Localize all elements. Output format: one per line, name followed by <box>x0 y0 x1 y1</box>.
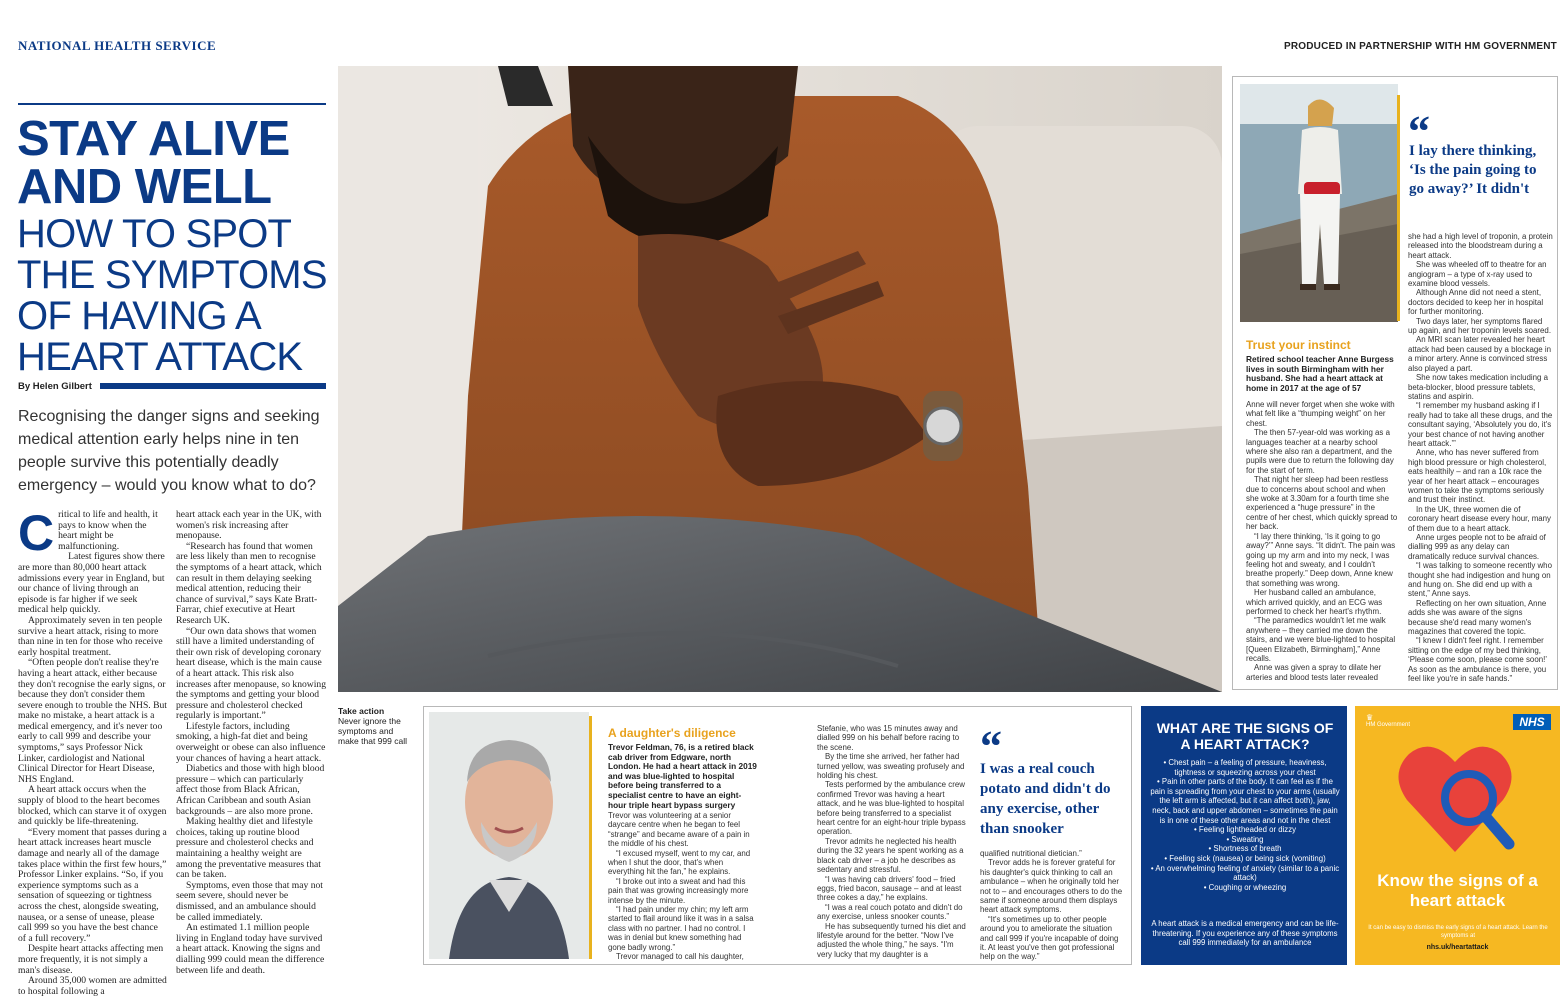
list-item: • Feeling sick (nausea) or being sick (vomiting) <box>1164 853 1326 863</box>
trevor-intro: Trevor Feldman, 76, is a retired black cab driver from Edgware, north London. He had a heart attack in 2019 and was blue-lighted to hospital before being transferred to a specialist centre to have an eight-hour triple heart bypass surgery <box>608 742 757 810</box>
article-column-2 <box>176 509 326 976</box>
hero-photo <box>338 66 1222 692</box>
paragraph: ritical to life and health, it pays to know when the heart might be malfunctioning. <box>58 509 158 552</box>
advert-copy: It can be easy to dismiss the early signs of a heart attack. Learn the symptoms at <box>1368 925 1548 939</box>
list-item: • An overwhelming feeling of anxiety (similar to a panic attack) <box>1150 863 1340 883</box>
paragraph: Anne will never forget when she woke with what felt like a “thumping weight” on her chest. <box>1246 400 1395 428</box>
paragraph: she had a high level of troponin, a protein released into the bloodstream during a heart attack. <box>1408 232 1553 260</box>
paragraph: Diabetics and those with high blood pressure – which can particularly affect those from Black African, African Caribbean and south Asian backgrounds – are also more prone. <box>176 763 325 817</box>
man-clutching-chest-illustration <box>338 66 1222 692</box>
paragraph: That night her sleep had been restless due to concerns about school and when she woke at 3.30am for a fourth time she experienced a “huge pressure” in the centre of her chest, which quickly spread to her back. <box>1246 475 1398 532</box>
drop-cap: C <box>18 505 55 561</box>
paragraph: “Often people don't realise they're having a heart attack, either because they don't recognise the early signs, or because they don't consider them severe enough to trouble the NHS. But make no mistake, a heart attack is a medical emergency, and it's never too early to call 999 and describe your symptoms,” says Professor Nick Linker, cardiologist and National Clinical Director for Heart Disease, NHS England. <box>18 657 167 785</box>
paragraph: “I was a real couch potato and didn't do any exercise, unless snooker counts.” <box>817 902 963 922</box>
hm-government-logo <box>1366 714 1410 729</box>
anne-column-1 <box>1246 400 1398 683</box>
paragraph: “Research has found that women are less likely than men to recognise the symptoms of a heart attack, which can result in them delaying seeking medical attention, reducing their chance of survival,” says Kate Bratt-Farrar, chief executive at Heart Research UK. <box>176 540 322 626</box>
paragraph: Tests performed by the ambulance crew confirmed Trevor was having a heart attack, and he was blue-lighted to hospital before being transferred to a specialist heart centre for an eight-hour triple bypass operation. <box>817 780 966 837</box>
paragraph: “The paramedics wouldn't let me walk anywhere – they carried me down the stairs, and we were blue-lighted to hospital [Queen Elizabeth, Birmingham],” Anne recalls. <box>1246 616 1396 663</box>
list-item: • Sweating <box>1226 834 1264 844</box>
signs-footer: A heart attack is a medical emergency and can be life-threatening. If you experience any of these symptoms call 999 immediately for an ambulance <box>1151 919 1339 948</box>
paragraph: “It's sometimes up to other people around you to ameliorate the situation and call 999 if you're incapable of doing it. At least you've then got professional help on the way.” <box>980 914 1119 962</box>
quote-mark-icon: “ <box>1408 107 1430 156</box>
list-item: • Shortness of breath <box>1208 844 1282 854</box>
heart-magnifier-icon <box>1395 734 1515 864</box>
paragraph: By the time she arrived, her father had turned yellow, was sweating profusely and holding his chest. <box>817 752 965 781</box>
paragraph: “Every moment that passes during a heart attack increases heart muscle damage and nearly all of the damage takes place within the first few hours,” Professor Linker explains. “So, if you experience symptoms such as a sensation of squeezing or tightness across the chest, alongside sweating, nausea, or a sense of unease, please call 999 so you have the best chance of a full recovery.” <box>18 826 167 944</box>
standfirst: Recognising the danger signs and seeking medical attention early helps nine in ten people survive this potentially deadly emergency – would you know what to do? <box>18 408 320 494</box>
trevor-column-3 <box>980 849 1126 961</box>
trevor-photo <box>429 712 589 959</box>
older-man-portrait-illustration <box>429 712 589 959</box>
paragraph: Two days later, her symptoms flared up again, and her troponin levels soared. <box>1408 316 1552 336</box>
signs-list <box>1150 758 1340 892</box>
paragraph: Although Anne did not need a stent, doctors decided to keep her in hospital for further monitoring. <box>1408 288 1544 317</box>
photo-caption-title: Take action <box>338 706 385 716</box>
paragraph: She was wheeled off to theatre for an angiogram – a type of x-ray used to examine blood vessels. <box>1408 260 1547 289</box>
paragraph: Lifestyle factors, including smoking, a high-fat diet and being overweight or obese can also influence your chances of having a heart attack. <box>176 720 326 764</box>
paragraph: Latest figures show there are more than 80,000 heart attack admissions every year in England, but our chance of living through an episode is far higher if we seek medical help quickly. <box>18 551 165 616</box>
paragraph: “I broke out into a sweat and had this pain that was growing increasingly more intense by the minute. <box>608 876 749 905</box>
paragraph: Despite heart attacks affecting men more frequently, it is not simply a man's disease. <box>18 943 164 976</box>
headline-rule <box>18 103 326 105</box>
paragraph: An MRI scan later revealed her heart attack had been caused by a blockage in a minor artery. Anne is convinced stress also played a part. <box>1408 335 1552 373</box>
paragraph: Trevor was volunteering at a senior daycare centre when he began to feel “strange” and became aware of a pain in the middle of his chest. <box>608 811 750 849</box>
paragraph: “I excused myself, went to my car, and when I shut the door, that's when everything hit the fan,” he explains. <box>608 848 751 877</box>
paragraph: An estimated 1.1 million people living in England today have survived a heart attack. Knowing the signs and dialling 999 could mean the difference between life and death. <box>176 922 325 976</box>
paragraph: She now takes medication including a beta-blocker, blood pressure tablets, statins and aspirin. <box>1408 373 1549 401</box>
list-item: • Feeling lightheaded or dizzy <box>1194 825 1296 835</box>
byline-rule <box>100 383 326 389</box>
paragraph: Stefanie, who was 15 minutes away and dialled 999 on his behalf before racing to the scene. <box>817 724 960 752</box>
subheadline: HOW TO SPOT THE SYMPTOMS OF HAVING A HEART ATTACK <box>17 212 327 379</box>
quote-accent-bar <box>1397 95 1400 321</box>
anne-pull-quote: I lay there thinking, ‘Is the pain going to go away?’ It didn't <box>1409 143 1537 197</box>
paragraph: The then 57-year-old was working as a languages teacher at a nearby school where she also ran a department, and the pupils were due to return the following day for the start of term. <box>1246 428 1394 475</box>
paragraph: Anne was given a spray to dilate her arteries and blood tests later revealed <box>1246 663 1382 682</box>
list-item: • Pain in other parts of the body. It can feel as if the pain is spreading from your chest to your arms (usually the left arm is affected, but it can affect both), jaw, neck, back and upper abdomen – sometimes the pain is in one of these other areas and not in the chest <box>1150 777 1340 825</box>
anne-heading: Trust your instinct <box>1246 338 1351 352</box>
photo-caption-text: Never ignore the symptoms and make that 999 call <box>338 716 407 746</box>
hm-government-label: HM Government <box>1366 722 1411 728</box>
paragraph: Symptoms, even those that may not seem severe, should never be dismissed, and an ambulance should be called immediately. <box>176 879 323 923</box>
paragraph: Reflecting on her own situation, Anne adds she was aware of the signs because she'd read many women's magazines that covered the topic. <box>1408 598 1547 637</box>
paragraph: “I lay there thinking, ‘Is it going to go away?’” Anne says. “It didn't. The pain was going up my arm and into my neck, I was feeling hot and sweaty, and I couldn't breathe properly.” Deep down, Anne knew that something was wrong. <box>1246 531 1396 588</box>
paragraph: Anne urges people not to be afraid of dialling 999 as any delay can dramatically reduce survival chances. <box>1408 533 1546 561</box>
anne-column-2 <box>1408 232 1553 684</box>
paragraph: “I knew I didn't feel right. I remember sitting on the edge of my bed thinking, ‘Please come soon, please come soon!’ As soon as the ambulance is there, you feel like you're in safe hands.” <box>1408 636 1547 684</box>
trevor-accent-bar <box>589 716 592 959</box>
paragraph: Making healthy diet and lifestyle choices, taking up routine blood pressure and cholesterol checks and maintaining a healthy weight are among the preventative measures that can be taken. <box>176 816 321 881</box>
article-column-1 <box>18 505 168 997</box>
trevor-column-2 <box>817 724 967 960</box>
photo-caption <box>338 706 414 746</box>
crest-icon: ♛ <box>1366 713 1374 722</box>
paragraph: “Our own data shows that women still have a limited understanding of their own risk of developing coronary heart disease, which is the main cause of a heart attack. This risk also increases after menopause, so knowing the symptoms and getting your blood pressure and cholesterol checked regularly is important.” <box>176 625 326 722</box>
paragraph: Around 35,000 women are admitted to hospital following a <box>18 975 167 997</box>
paragraph: Trevor admits he neglected his health during the 32 years he spent working as a black cab driver – a job he describes as sedentary and stressful. <box>817 836 964 875</box>
paragraph: Anne, who has never suffered from high blood pressure or high cholesterol, eats healthily – and ran a 10k race the year of her heart attack – encourages women to take the symptoms seriously and trust their instinct. <box>1408 448 1547 505</box>
paragraph: A heart attack occurs when the supply of blood to the heart becomes blocked, which can starve it of oxygen and quickly be life-threatening. <box>18 784 167 828</box>
headline: STAY ALIVE AND WELL <box>17 112 290 214</box>
anne-intro: Retired school teacher Anne Burgess lives in south Birmingham with her husband. She had a heart attack at home in 2017 at the age of 57 <box>1246 354 1394 393</box>
paragraph: Approximately seven in ten people survive a heart attack, rising to more than nine in ten for those who receive early hospital treatment. <box>18 614 163 658</box>
trevor-column-1 <box>608 811 758 961</box>
paragraph: “I was having cab drivers' food – fried eggs, fried bacon, sausage – and at least three cokes a day,” he explains. <box>817 874 962 903</box>
paragraph: “I had pain under my chin; my left arm started to flail around like it was in a salsa class with no partner. I had no control. I was in denial but knew something had gone badly wrong.” <box>608 905 754 952</box>
partnership-label: PRODUCED IN PARTNERSHIP WITH HM GOVERNMENT <box>1283 41 1557 52</box>
quote-mark-icon: “ <box>980 722 1002 771</box>
list-item: • Coughing or wheezing <box>1203 882 1287 892</box>
signs-title: WHAT ARE THE SIGNS OF A HEART ATTACK? <box>1156 720 1334 752</box>
byline: By Helen Gilbert <box>18 381 92 392</box>
paragraph: “I was talking to someone recently who thought she had indigestion and hung on and hung on. She did end up with a stent,” Anne says. <box>1408 561 1552 599</box>
trevor-heading: A daughter's diligence <box>608 726 736 740</box>
trevor-pull-quote: I was a real couch potato and didn't do any exercise, other than snooker <box>980 761 1111 837</box>
woman-on-beach-illustration <box>1240 84 1398 322</box>
paragraph: heart attack each year in the UK, with women's risk increasing after menopause. <box>176 509 322 542</box>
paragraph: Trevor adds he is forever grateful for his daughter's quick thinking to call an ambulance – when he originally told her not to – and encourages others to do the same if someone around them displays heart attack symptoms. <box>980 858 1123 915</box>
anne-photo <box>1240 84 1398 322</box>
advert-url: nhs.uk/heartattack <box>1426 944 1489 951</box>
paragraph: qualified nutritional dietician.” <box>980 849 1082 858</box>
section-label: NATIONAL HEALTH SERVICE <box>18 38 217 53</box>
paragraph: Trevor managed to call his daughter, <box>616 952 744 962</box>
list-item: • Chest pain – a feeling of pressure, heaviness, tightness or squeezing across your chest <box>1163 758 1327 777</box>
advert-title: Know the signs of a heart attack <box>1377 871 1538 910</box>
paragraph: In the UK, three women die of coronary heart disease every hour, many of them due to a heart attack. <box>1408 504 1551 533</box>
paragraph: He has subsequently turned his diet and lifestyle around for the better. “Now I've adjusted the whole thing,” he says. “I'm very lucky that my daughter is a <box>817 921 966 959</box>
nhs-logo: NHS <box>1513 714 1551 730</box>
paragraph: Her husband called an ambulance, which arrived quickly, and an ECG was performed to check her heart's rhythm. <box>1246 588 1383 616</box>
paragraph: “I remember my husband asking if I really had to take all these drugs, and the consultant saying, ‘Absolutely you do, it's your best chance of not having another heart attack.’” <box>1408 401 1553 448</box>
